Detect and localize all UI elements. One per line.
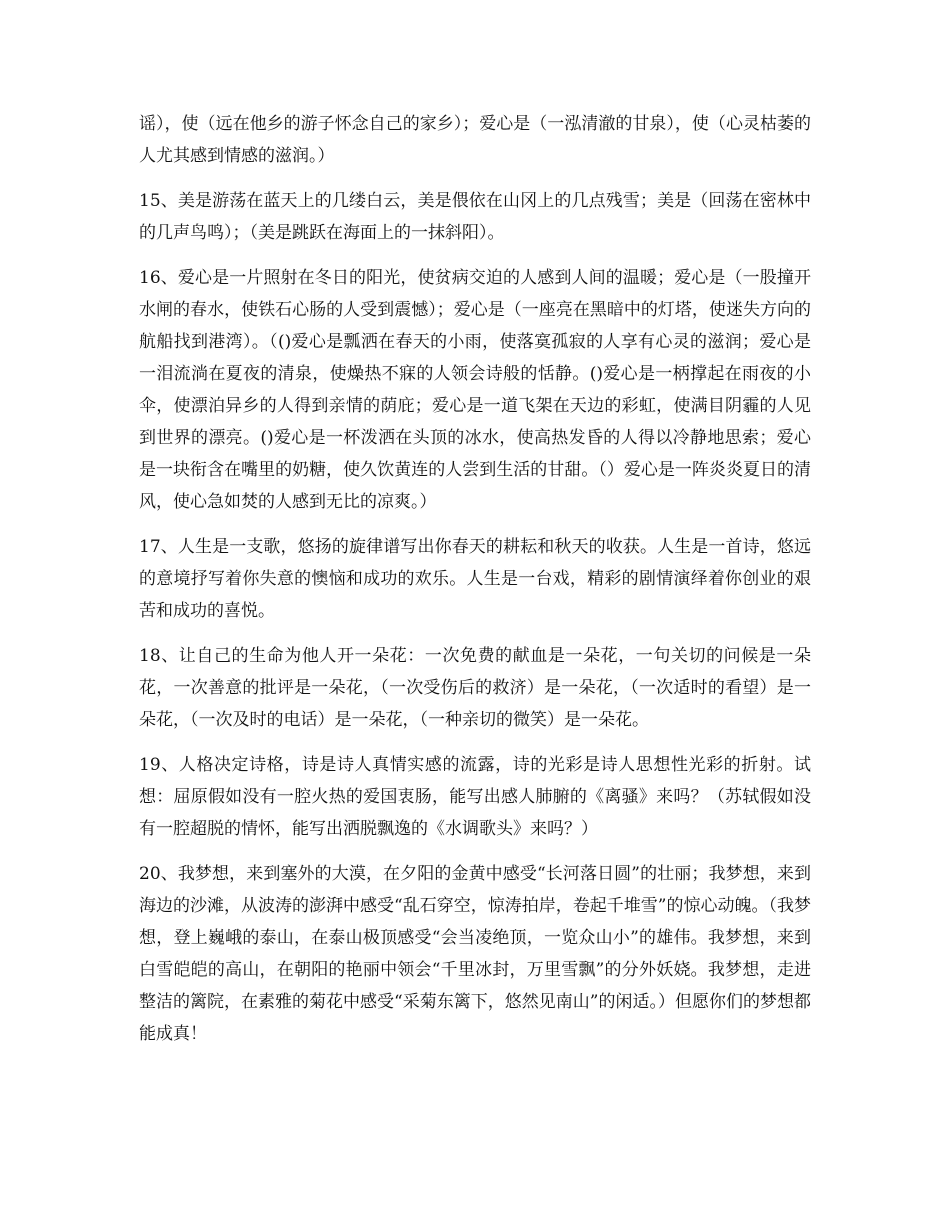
paragraph-15: 15、美是游荡在蓝天上的几缕白云，美是偎依在山冈上的几点残雪；美是（回荡在密林中的几声鸟鸣）；（美是跳跃在海面上的一抹斜阳）。 [139, 191, 811, 243]
paragraph-17: 17、人生是一支歌，悠扬的旋律谱写出你春天的耕耘和秋天的收获。人生是一首诗，悠远的意境抒写着你失意的懊恼和成功的欢乐。人生是一台戏，精彩的剧情演绎着你创业的艰苦和成功的喜悦。 [139, 537, 811, 621]
paragraph-16: 16、爱心是一片照射在冬日的阳光，使贫病交迫的人感到人间的温暖；爱心是（一股撞开水闸的春水，使铁石心肠的人受到震憾）；爱心是（一座亮在黑暗中的灯塔，使迷失方向的航船找到港湾）。（()爱心是瓢洒在春天的小雨，使落寞孤寂的人享有心灵的滋润；爱心是一泪流淌在夏夜的清泉，使燥热不寐的人领会诗般的恬静。()爱心是一柄撑起在雨夜的小伞，使漂泊异乡的人得到亲情的荫庇；爱心是一道飞架在天边的彩虹，使满目阴霾的人见到世界的漂亮。()爱心是一杯泼洒在头顶的冰水，使高热发昏的人得以冷静地思索；爱心是一块衔含在嘴里的奶糖，使久饮黄连的人尝到生活的甘甜。（）爱心是一阵炎炎夏日的清风，使心急如焚的人感到无比的凉爽。） [139, 268, 811, 512]
document-body [139, 108, 811, 1063]
paragraph-19: 19、人格决定诗格，诗是诗人真情实感的流露，诗的光彩是诗人思想性光彩的折射。试想：屈原假如没有一腔火热的爱国衷肠，能写出感人肺腑的《离骚》来吗？（苏轼假如没有一腔超脱的情怀，能写出洒脱飘逸的《水调歌头》来吗？） [139, 755, 811, 839]
paragraph-20: 20、我梦想，来到塞外的大漠，在夕阳的金黄中感受“长河落日圆”的壮丽；我梦想，来到海边的沙滩，从波涛的澎湃中感受“乱石穿空，惊涛拍岸，卷起千堆雪”的惊心动魄。（我梦想，登上巍峨的泰山，在泰山极顶感受“会当凌绝顶，一览众山小”的雄伟。我梦想，来到白雪皑皑的高山，在朝阳的艳丽中领会“千里冰封，万里雪飘”的分外妖娆。我梦想，走进整洁的篱院，在素雅的菊花中感受“采菊东篱下，悠然见南山”的闲适。）但愿你们的梦想都能成真！ [139, 864, 811, 1044]
paragraph-continuation: 谣），使（远在他乡的游子怀念自己的家乡）；爱心是（一泓清澈的甘泉），使（心灵枯萎的人尤其感到情感的滋润。） [139, 114, 811, 166]
paragraph-18: 18、让自己的生命为他人开一朵花：一次免费的献血是一朵花，一句关切的问候是一朵花，一次善意的批评是一朵花，（一次受伤后的救济）是一朵花，（一次适时的看望）是一朵花，（一次及时的电话）是一朵花，（一种亲切的微笑）是一朵花。 [139, 646, 811, 730]
